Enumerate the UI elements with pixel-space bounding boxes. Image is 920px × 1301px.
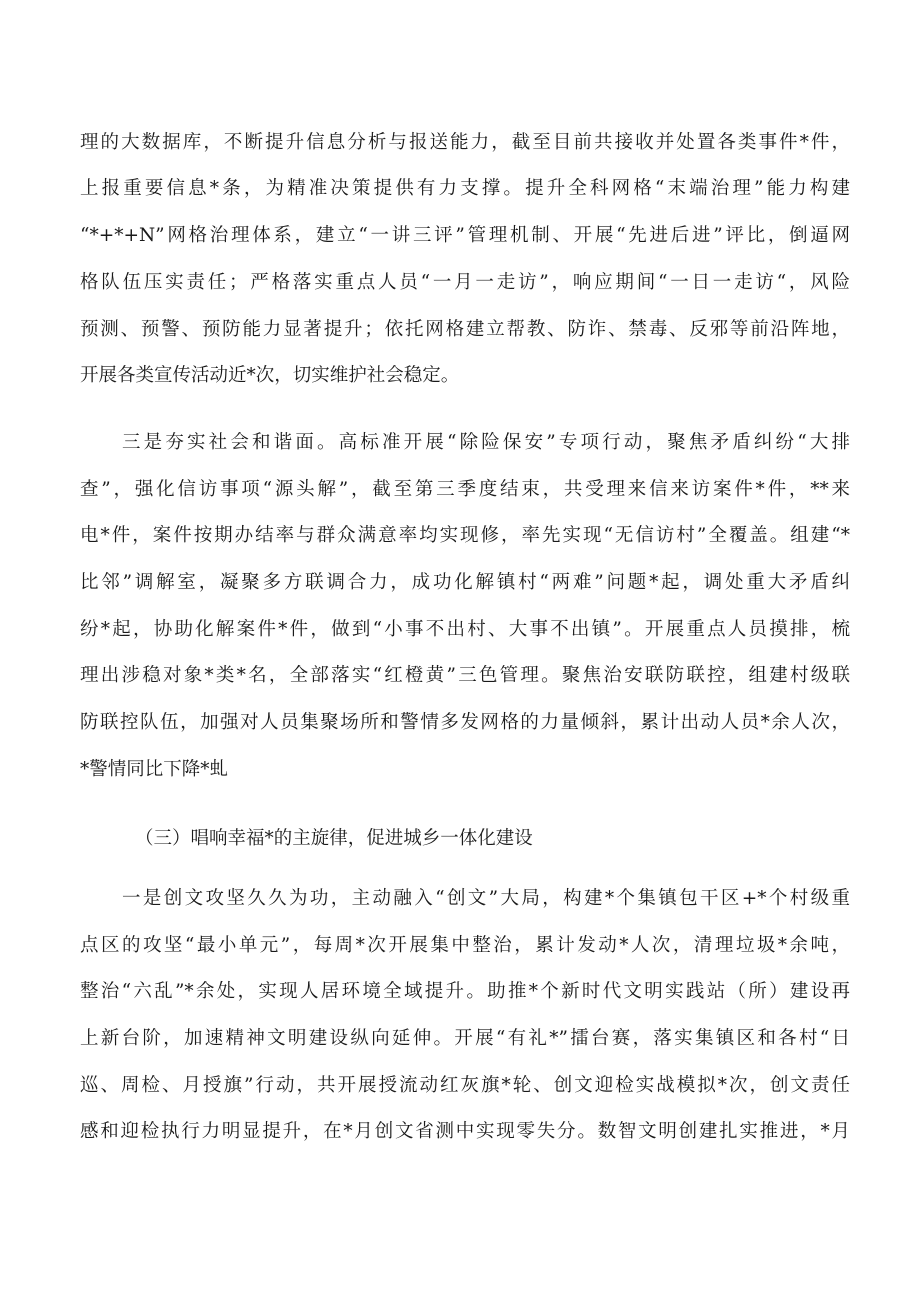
text-line: 点区的攻坚“最小单元”，每周*次开展集中整治，累计发动*人次，清理垃圾*余吨， [80, 935, 850, 956]
text-line: 巡、周检、月授旗”行动，共开展授流动红灰旗*轮、创文迎检实战模拟*次，创文责任 [80, 1075, 850, 1096]
text-line: 理出涉稳对象*类*名，全部落实“红橙黄”三色管理。聚焦治安联防联控，组建村级联 [80, 665, 850, 686]
text-line: 理的大数据库，不断提升信息分析与报送能力，截至目前共接收并处置各类事件*件， [80, 132, 850, 153]
text-line: 一是创文攻坚久久为功，主动融入“创文”大局，构建*个集镇包干区+*个村级重 [122, 888, 850, 909]
text-line: 三是夯实社会和谐面。高标准开展“除险保安”专项行动，聚焦矛盾纠纷“大排 [122, 432, 850, 453]
text-line: 格队伍压实责任；严格落实重点人员“一月一走访”，响应期间“一日一走访“，风险 [80, 272, 850, 293]
heading-text: （三）唱响幸福*的主旋律，促进城乡一体化建设 [135, 828, 533, 849]
text-line: 比邻”调解室，凝聚多方联调合力，成功化解镇村“两难”问题*起，调处重大矛盾纠 [80, 572, 850, 593]
text-line: 查”，强化信访事项“源头解”，截至第三季度结束，共受理来信来访案件*件，**来 [80, 479, 850, 500]
text-line: 电*件，案件按期办结率与群众满意率均实现修，率先实现“无信访村”全覆盖。组建“* [80, 525, 850, 546]
text-line: 感和迎检执行力明显提升，在*月创文省测中实现零失分。数智文明创建扎实推进，*月 [80, 1121, 850, 1142]
text-line: 整治“六乱”*余处，实现人居环境全域提升。助推*个新时代文明实践站（所）建设再 [80, 981, 850, 1002]
text-line: 上新台阶，加速精神文明建设纵向延伸。开展“有礼*”擂台赛，落实集镇区和各村“日 [80, 1028, 850, 1049]
text-line: 预测、预警、预防能力显著提升；依托网格建立帮教、防诈、禁毒、反邪等前沿阵地， [80, 319, 850, 340]
text-line: 纷*起，协助化解案件*件，做到“小事不出村、大事不出镇”。开展重点人员摸排，梳 [80, 619, 850, 640]
text-line: 上报重要信息*条，为精准决策提供有力支撑。提升全科网格“末端治理”能力构建 [80, 178, 850, 199]
text-line: 防联控队伍，加强对人员集聚场所和警情多发网格的力量倾斜，累计出动人员*余人次， [80, 712, 850, 733]
text-line: “*+*+N”网格治理体系，建立“一讲三评”管理机制、开展“先进后进”评比，倒逼网 [80, 225, 850, 246]
text-line: 开展各类宣传活动近*次，切实维护社会稳定。 [80, 365, 460, 386]
text-line: *警情同比下降*虬 [80, 759, 229, 780]
